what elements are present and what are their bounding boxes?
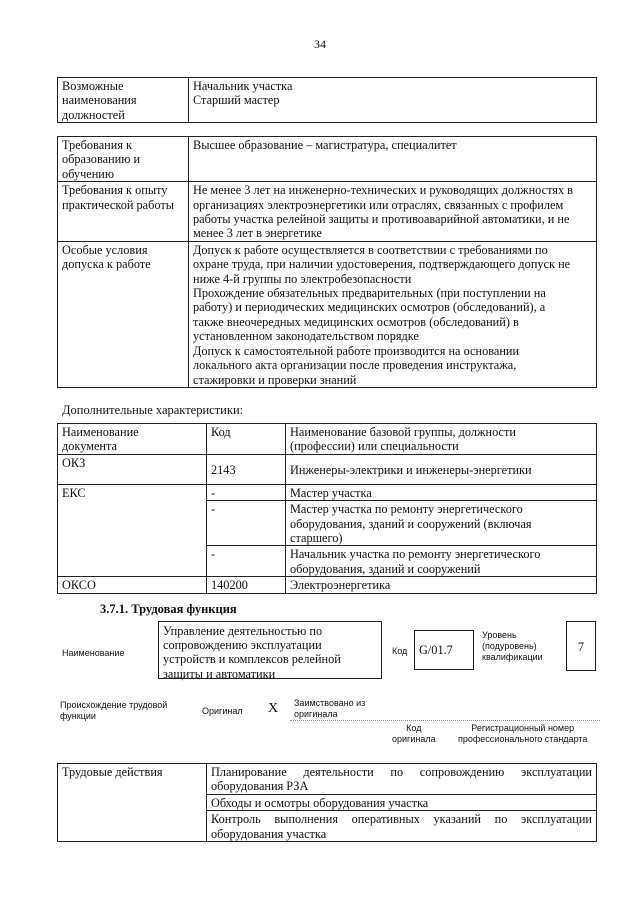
label-line: Происхождение трудовой: [60, 700, 168, 710]
requirement-label: [58, 137, 189, 182]
eks-code: -: [207, 484, 286, 500]
text-line: стажировки и проверки знаний: [193, 372, 357, 387]
text-line: работы участка релейной защиты и противоаварийной автоматики, и не: [193, 212, 570, 227]
job-titles-table: [57, 77, 597, 123]
text-line: защиты и автоматики: [163, 666, 276, 681]
label-line: Код: [406, 723, 422, 733]
job-title: Старший мастер: [193, 93, 280, 108]
label-line: (подуровень): [482, 641, 537, 651]
text-line: охране труда, при наличии удостоверения, подтверждающего допуск не: [193, 257, 571, 272]
text-line: также внеочередных медицинских осмотров (обследований) в: [193, 314, 519, 329]
labor-action: [207, 764, 597, 795]
text-line: старшего): [290, 531, 343, 546]
level-box: 7: [566, 621, 596, 671]
label-line: Требования к опыту: [62, 183, 168, 198]
original-label: Оригинал: [202, 706, 243, 716]
eks-doc: ЕКС: [58, 484, 207, 576]
okz-code: 2143: [207, 454, 286, 484]
text-line: Управление деятельностью по: [163, 624, 323, 638]
label-line: Возможные: [62, 79, 124, 93]
eks-code: -: [207, 501, 286, 546]
text-line: Мастер участка по ремонту энергетического: [290, 502, 523, 517]
label-line: оригинала: [294, 709, 338, 719]
label-line: должностей: [62, 107, 125, 122]
header-doc: [58, 424, 207, 455]
label-line: профессионального стандарта: [458, 734, 588, 744]
text-line: Обходы и осмотры оборудования участка: [211, 795, 429, 810]
labor-actions-label: Трудовые действия: [58, 764, 207, 842]
text-line: Допуск к самостоятельной работе производится на основании: [193, 343, 520, 358]
text-line: работу) и периодических медицинских осмотров (обследований), а: [193, 300, 546, 315]
label-line: Особые условия: [62, 242, 148, 257]
okso-doc: ОКСО: [58, 577, 207, 593]
text-line: оборудования, зданий и сооружений (включая: [290, 516, 532, 531]
requirement-experience: [189, 182, 597, 242]
text-line: Контроль выполнения оперативных указаний по эксплуатации: [211, 812, 592, 827]
label-line: Заимствовано из: [294, 698, 366, 708]
text-line: Начальник участка по ремонту энергетического: [290, 547, 541, 562]
okso-code: 140200: [207, 577, 286, 593]
labor-actions-table: [57, 763, 597, 842]
label-line: обучению: [62, 166, 115, 181]
header-line: (профессии) или специальности: [290, 439, 459, 454]
label-line: Уровень: [482, 630, 517, 640]
okso-name: Электроэнергетика: [286, 577, 597, 593]
text-line: организациях электроэнергетики или отраслях, связанных с профилем: [193, 197, 564, 212]
okz-doc: ОКЗ: [58, 454, 207, 484]
text-line: оборудования РЗА: [211, 779, 309, 794]
characteristics-table: [57, 423, 597, 594]
text-line: Не менее 3 лет на инженерно-технических и руководящих должностях в: [193, 183, 573, 198]
labor-action: [207, 811, 597, 842]
eks-name: [286, 501, 597, 546]
text-line: Планирование деятельности по сопровождению эксплуатации: [211, 765, 592, 779]
text-line: ниже 4-й группы по электробезопасности: [193, 271, 412, 286]
requirement-label: [58, 182, 189, 242]
code-label: Код: [392, 646, 408, 656]
header-name: [286, 424, 597, 455]
text-line: Высшее образование – магистратура, специалитет: [193, 138, 457, 152]
requirements-table: [57, 136, 597, 388]
text-line: устройств и комплексов релейной: [163, 652, 341, 667]
origin-divider: [290, 720, 600, 721]
label-line: практической работы: [62, 197, 174, 212]
borrowed-label: [294, 698, 365, 720]
requirement-education: [189, 137, 597, 182]
text-line: сопровождению эксплуатации: [163, 638, 322, 653]
origin-label: [60, 700, 167, 722]
code-original-label: [392, 723, 436, 745]
text-line: Мастер участка: [290, 485, 372, 500]
function-code-box: G/01.7: [414, 630, 474, 670]
function-heading: 3.7.1. Трудовая функция: [100, 602, 237, 616]
text-line: Прохождение обязательных предварительных (при поступлении на: [193, 286, 546, 301]
function-name-box: [158, 621, 382, 679]
label-line: квалификации: [482, 652, 543, 662]
text-line: оборудования, зданий и сооружений: [290, 561, 481, 576]
label-line: образованию и: [62, 152, 141, 167]
function-name-label: Наименование: [62, 648, 125, 658]
requirement-label: [58, 241, 189, 387]
text-line: локального акта организации после проведения инструктажа,: [193, 358, 517, 373]
page-number: 34: [314, 37, 326, 51]
text-line: оборудования участка: [211, 826, 327, 841]
eks-name: [286, 546, 597, 577]
label-line: функции: [60, 711, 96, 721]
job-title: Начальник участка: [193, 79, 293, 93]
eks-code: -: [207, 546, 286, 577]
additional-characteristics-heading: Дополнительные характеристики:: [62, 403, 244, 417]
text-line: Допуск к работе осуществляется в соответствии с требованиями по: [193, 242, 548, 257]
header-line: Наименование: [62, 425, 139, 439]
label-line: Регистрационный номер: [471, 723, 575, 733]
okz-name: Инженеры-электрики и инженеры-энергетики: [286, 454, 597, 484]
original-mark: X: [268, 701, 279, 716]
eks-name: [286, 484, 597, 500]
level-label: [482, 630, 543, 663]
requirement-special-conditions: [189, 241, 597, 387]
header-code: Код: [207, 424, 286, 455]
header-line: документа: [62, 439, 117, 454]
label-line: Требования к: [62, 138, 133, 152]
header-line: Наименование базовой группы, должности: [290, 425, 516, 439]
labor-action: [207, 794, 597, 810]
label-line: наименования: [62, 93, 137, 108]
job-titles-label: [58, 78, 189, 123]
text-line: менее 3 лет в энергетике: [193, 226, 322, 241]
label-line: оригинала: [392, 734, 436, 744]
job-titles-values: [189, 78, 597, 123]
reg-number-label: [458, 723, 587, 745]
text-line: установленном законодательством порядке: [193, 329, 419, 344]
label-line: допуска к работе: [62, 257, 151, 272]
